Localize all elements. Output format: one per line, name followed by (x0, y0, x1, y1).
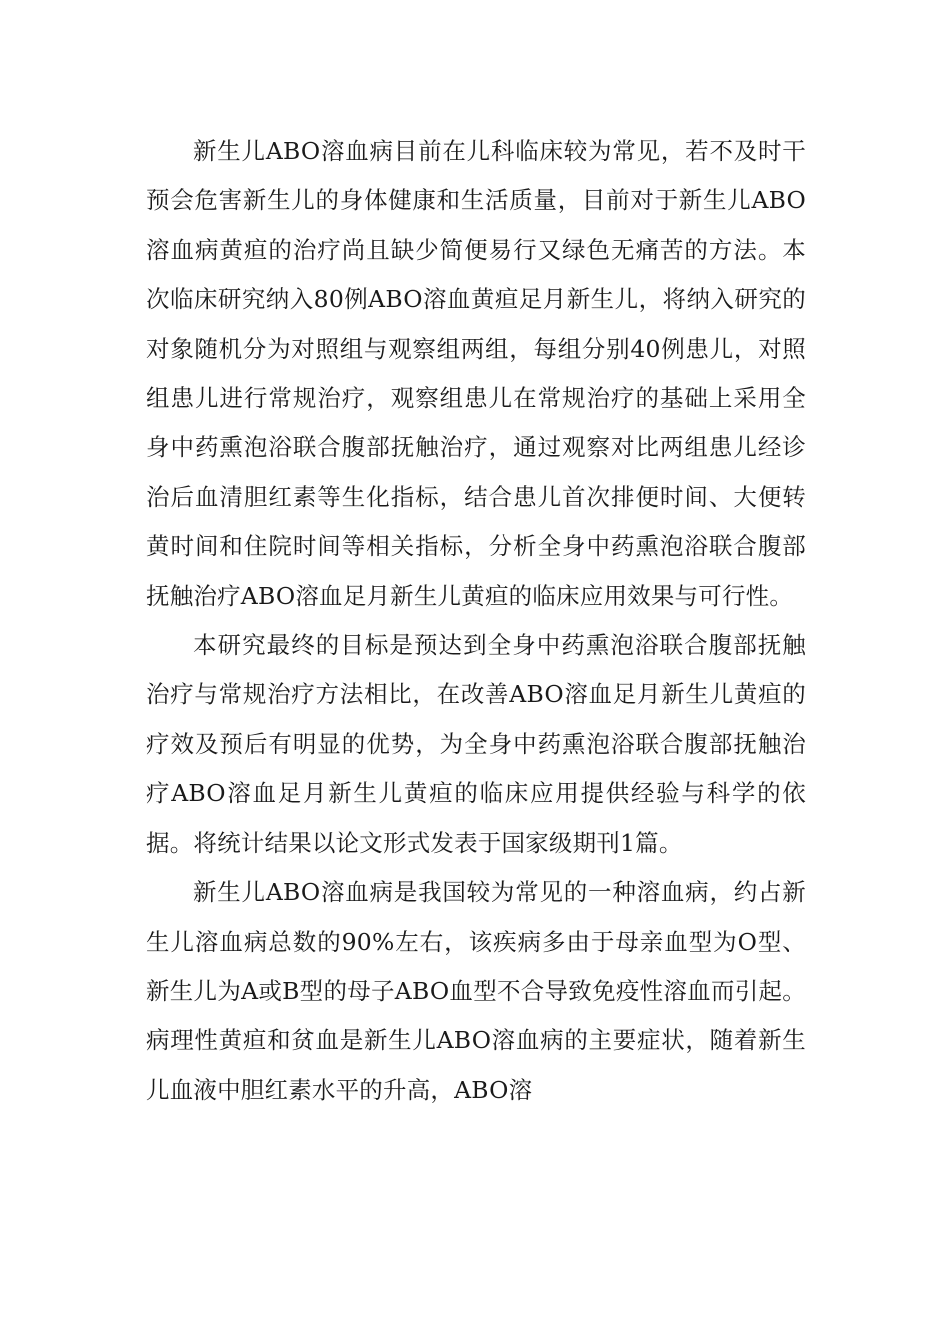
document-page (146, 127, 806, 1115)
paragraph-1: 新生儿ABO溶血病目前在儿科临床较为常见，若不及时干预会危害新生儿的身体健康和生活质量，目前对于新生儿ABO溶血病黄疸的治疗尚且缺少简便易行又绿色无痛苦的方法。本次临床研究纳入80例ABO溶血黄疸足月新生儿，将纳入研究的对象随机分为对照组与观察组两组，每组分别40例患儿，对照组患儿进行常规治疗，观察组患儿在常规治疗的基础上采用全身中药熏泡浴联合腹部抚触治疗，通过观察对比两组患儿经诊治后血清胆红素等生化指标，结合患儿首次排便时间、大便转黄时间和住院时间等相关指标，分析全身中药熏泡浴联合腹部抚触治疗ABO溶血足月新生儿黄疸的临床应用效果与可行性。 (146, 137, 806, 610)
paragraph-2: 本研究最终的目标是预达到全身中药熏泡浴联合腹部抚触治疗与常规治疗方法相比，在改善ABO溶血足月新生儿黄疸的疗效及预后有明显的优势，为全身中药熏泡浴联合腹部抚触治疗ABO溶血足月新生儿黄疸的临床应用提供经验与科学的依据。将统计结果以论文形式发表于国家级期刊1篇。 (146, 631, 806, 857)
paragraph-3: 新生儿ABO溶血病是我国较为常见的一种溶血病，约占新生儿溶血病总数的90%左右，该疾病多由于母亲血型为O型、新生儿为A或B型的母子ABO血型不合导致免疫性溶血而引起。病理性黄疸和贫血是新生儿ABO溶血病的主要症状，随着新生儿血液中胆红素水平的升高，ABO溶 (146, 878, 806, 1104)
